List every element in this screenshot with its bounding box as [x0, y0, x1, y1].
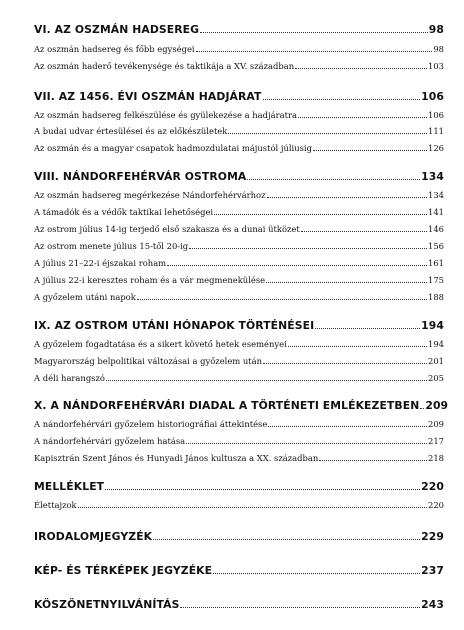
- toc-section-heading: [34, 22, 444, 36]
- toc-entry: [34, 354, 444, 366]
- toc-entry-title: Kapisztrán Szent János és Hunyadi János kultusza a XX. században: [34, 453, 319, 463]
- toc-entry-title: A győzelem fogadtatása és a sikert követő hetek eseményei: [34, 339, 287, 349]
- dot-leader: [180, 607, 420, 608]
- toc-entry-title: Élettajzok: [34, 500, 77, 510]
- dot-leader: [263, 363, 427, 364]
- toc-entry: [34, 434, 444, 446]
- toc-section-heading: [34, 318, 444, 332]
- dot-leader: [78, 507, 427, 508]
- toc-entry-title: A nándorfehérvári győzelem hatása: [34, 436, 186, 446]
- toc-page-number: 134: [421, 170, 444, 183]
- toc-entry: [34, 42, 444, 54]
- toc-entry: [34, 59, 444, 71]
- toc-page-number: 217: [428, 436, 444, 446]
- dot-leader: [213, 573, 420, 574]
- toc-entry-title: Magyarország belpolitikai változásai a győzelem után: [34, 356, 263, 366]
- toc-page-number: 243: [421, 598, 444, 611]
- toc-entry: [34, 498, 444, 510]
- toc-section-heading: [34, 169, 444, 183]
- dot-leader: [105, 489, 420, 490]
- toc-section-heading: [34, 398, 449, 412]
- toc-section-heading: [34, 479, 444, 493]
- dot-leader: [319, 460, 427, 461]
- toc-entry: [34, 337, 444, 349]
- dot-leader: [167, 265, 427, 266]
- toc-section-title: VII. AZ 1456. ÉVI OSZMÁN HADJÁRAT: [34, 90, 262, 103]
- toc-section-heading: [34, 89, 444, 103]
- toc-entry: [34, 108, 444, 120]
- toc-page-number: 209: [425, 399, 449, 412]
- dot-leader: [247, 179, 420, 180]
- toc-page-number: 156: [428, 241, 444, 251]
- dot-leader: [288, 346, 427, 347]
- toc-entry: [34, 188, 444, 200]
- toc-entry: [34, 451, 444, 463]
- toc-page-number: 98: [428, 23, 444, 36]
- dot-leader: [301, 231, 427, 232]
- toc-section-title: IX. AZ OSTROM UTÁNI HÓNAPOK TÖRTÉNÉSEI: [34, 319, 315, 332]
- dot-leader: [228, 133, 427, 134]
- toc-page-number: 161: [428, 258, 444, 268]
- toc-page-number: 98: [433, 44, 444, 54]
- toc-section-title: IRODALOMJEGYZÉK: [34, 530, 153, 543]
- toc-entry: [34, 290, 444, 302]
- toc-entry: [34, 205, 444, 217]
- toc-entry: [34, 141, 444, 153]
- toc-page-number: 188: [428, 292, 444, 302]
- toc-entry-title: A déli harangszó: [34, 373, 105, 383]
- dot-leader: [268, 426, 427, 427]
- dot-leader: [106, 380, 427, 381]
- toc-page-number: 237: [421, 564, 444, 577]
- dot-leader: [267, 197, 428, 198]
- toc-page-number: 126: [428, 143, 444, 153]
- toc-entry-title: A győzelem utáni napok: [34, 292, 136, 302]
- toc-section-heading: [34, 529, 444, 543]
- dot-leader: [298, 117, 427, 118]
- toc-entry-title: Az oszmán és a magyar csapatok hadmozdulatai májustól júliusig: [34, 143, 312, 153]
- toc-page-number: 194: [428, 339, 444, 349]
- dot-leader: [313, 150, 427, 151]
- toc-entry-title: A július 22-i keresztes roham és a vár megmenekülése: [34, 275, 266, 285]
- toc-section-heading: [34, 597, 444, 611]
- toc-page-number: 194: [421, 319, 444, 332]
- toc-page-number: 175: [428, 275, 444, 285]
- toc-section-title: VI. AZ OSZMÁN HADSEREG: [34, 23, 200, 36]
- toc-section-title: KÉP- ÉS TÉRKÉPEK JEGYZÉKE: [34, 564, 213, 577]
- toc-page-number: 218: [428, 453, 444, 463]
- toc-page-number: 146: [428, 224, 444, 234]
- toc-page-number: 220: [428, 500, 444, 510]
- dot-leader: [214, 214, 427, 215]
- toc-entry: [34, 124, 444, 136]
- dot-leader: [137, 299, 427, 300]
- dot-leader: [186, 443, 427, 444]
- toc-page-number: 209: [428, 419, 444, 429]
- toc-entry: [34, 222, 444, 234]
- toc-entry: [34, 417, 444, 429]
- toc-entry-title: Az ostrom menete július 15-től 20-ig: [34, 241, 189, 251]
- toc-entry-title: Az oszmán hadsereg felkészülése és gyülekezése a hadjáratra: [34, 110, 297, 120]
- toc-section-title: X. A NÁNDORFEHÉRVÁRI DIADAL A TÖRTÉNETI EMLÉKEZETBEN: [34, 399, 420, 412]
- toc-entry-title: Az ostrom július 14-ig terjedő első szakasza és a dunai ütközet: [34, 224, 300, 234]
- toc-page-number: 229: [421, 530, 444, 543]
- dot-leader: [196, 51, 433, 52]
- dot-leader: [200, 32, 428, 33]
- dot-leader: [153, 539, 420, 540]
- toc-page-number: 106: [421, 90, 444, 103]
- toc-page-number: 205: [428, 373, 444, 383]
- toc-entry: [34, 273, 444, 285]
- toc-entry-title: Az oszmán haderő tevékenysége és taktikája a XV. században: [34, 61, 295, 71]
- toc-page-number: 111: [428, 126, 444, 136]
- toc-section-title: KÖSZÖNETNYILVÁNÍTÁS: [34, 598, 180, 611]
- toc-page-number: 201: [428, 356, 444, 366]
- toc-page-number: 220: [421, 480, 444, 493]
- toc-entry-title: A július 21–22-i éjszakai roham: [34, 258, 167, 268]
- dot-leader: [420, 408, 424, 409]
- dot-leader: [315, 328, 420, 329]
- toc-entry: [34, 256, 444, 268]
- dot-leader: [295, 68, 427, 69]
- toc-entry-title: A nándorfehérvári győzelem historiográfiai áttekintése: [34, 419, 268, 429]
- dot-leader: [263, 99, 421, 100]
- toc-entry: [34, 239, 444, 251]
- toc-page-number: 103: [428, 61, 444, 71]
- toc-page-number: 134: [428, 190, 444, 200]
- toc-section-heading: [34, 563, 444, 577]
- toc-section-title: MELLÉKLET: [34, 480, 105, 493]
- dot-leader: [189, 248, 427, 249]
- toc-entry-title: A budai udvar értesülései és az előkészületek: [34, 126, 228, 136]
- toc-entry: [34, 371, 444, 383]
- dot-leader: [266, 282, 427, 283]
- toc-entry-title: A támadók és a védők taktikai lehetőségei: [34, 207, 214, 217]
- toc-entry-title: Az oszmán hadsereg és főbb egységei: [34, 44, 195, 54]
- toc-page-number: 106: [428, 110, 444, 120]
- toc-page-number: 141: [428, 207, 444, 217]
- toc-section-title: VIII. NÁNDORFEHÉRVÁR OSTROMA: [34, 170, 247, 183]
- toc-entry-title: Az oszmán hadsereg megérkezése Nándorfehérvárhoz: [34, 190, 266, 200]
